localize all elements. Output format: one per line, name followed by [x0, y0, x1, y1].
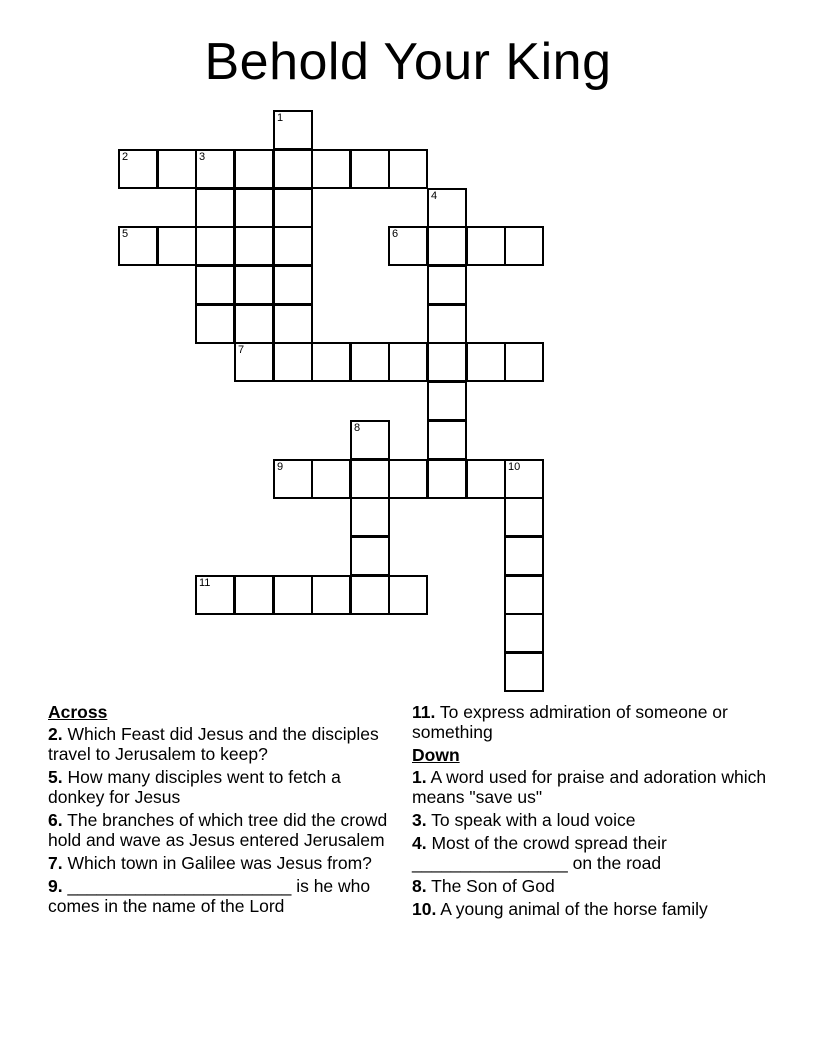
crossword-cell[interactable] — [195, 265, 235, 305]
clue-text: _______________________ is he who comes in the name of the Lord — [48, 876, 371, 916]
clue-number: 1. — [412, 767, 427, 787]
cell-number: 9 — [277, 461, 284, 473]
crossword-cell[interactable] — [427, 226, 467, 266]
crossword-cell[interactable] — [273, 149, 313, 189]
crossword-cell[interactable] — [234, 149, 274, 189]
clue-number: 10. — [412, 899, 437, 919]
crossword-cell[interactable] — [350, 536, 390, 576]
clue-number: 6. — [48, 810, 63, 830]
crossword-cell[interactable] — [234, 265, 274, 305]
cell-number: 1 — [277, 112, 284, 124]
crossword-cell[interactable] — [427, 420, 467, 460]
down-clue-10 — [412, 899, 772, 919]
clue-text: Most of the crowd spread their ________________ on the road — [412, 833, 667, 873]
crossword-cell[interactable] — [504, 226, 544, 266]
cell-number: 5 — [122, 228, 129, 240]
cell-number: 4 — [431, 190, 438, 202]
clue-text: A young animal of the horse family — [440, 899, 708, 919]
clue-text: To speak with a loud voice — [431, 810, 636, 830]
crossword-cell[interactable] — [234, 575, 274, 615]
down-clue-1 — [412, 767, 772, 807]
clues-column-right — [412, 702, 772, 922]
crossword-cell[interactable] — [504, 575, 544, 615]
crossword-cell[interactable] — [504, 459, 544, 499]
clue-number: 11. — [412, 702, 436, 722]
crossword-cell[interactable] — [118, 226, 158, 266]
clue-text: The branches of which tree did the crowd hold and wave as Jesus entered Jerusalem — [48, 810, 388, 850]
crossword-cell[interactable] — [350, 459, 390, 499]
crossword-cell[interactable] — [234, 342, 274, 382]
across-clue-11 — [412, 702, 772, 742]
clue-text: How many disciples went to fetch a donkey for Jesus — [48, 767, 341, 807]
crossword-cell[interactable] — [195, 188, 235, 228]
crossword-cell[interactable] — [427, 459, 467, 499]
crossword-cell[interactable] — [350, 342, 390, 382]
crossword-cell[interactable] — [504, 613, 544, 653]
down-clue-8 — [412, 876, 772, 896]
cell-number: 7 — [238, 344, 245, 356]
crossword-cell[interactable] — [311, 575, 351, 615]
crossword-cell[interactable] — [427, 342, 467, 382]
crossword-cell[interactable] — [195, 149, 235, 189]
crossword-cell[interactable] — [466, 459, 506, 499]
crossword-cell[interactable] — [350, 497, 390, 537]
across-heading: Across — [48, 702, 108, 722]
crossword-cell[interactable] — [388, 459, 428, 499]
crossword-cell[interactable] — [234, 188, 274, 228]
crossword-cell[interactable] — [157, 226, 197, 266]
crossword-cell[interactable] — [234, 226, 274, 266]
crossword-cell[interactable] — [388, 575, 428, 615]
crossword-cell[interactable] — [311, 149, 351, 189]
crossword-cell[interactable] — [466, 226, 506, 266]
clue-text: The Son of God — [431, 876, 555, 896]
clue-number: 3. — [412, 810, 427, 830]
crossword-cell[interactable] — [504, 342, 544, 382]
clue-text: Which town in Galilee was Jesus from? — [67, 853, 372, 873]
crossword-cell[interactable] — [427, 381, 467, 421]
crossword-cell[interactable] — [234, 304, 274, 344]
puzzle-title: Behold Your King — [204, 33, 612, 91]
cell-number: 8 — [354, 422, 361, 434]
cell-number: 10 — [508, 461, 521, 473]
crossword-cell[interactable] — [311, 459, 351, 499]
clue-text: To express admiration of someone or something — [412, 702, 728, 742]
crossword-cell[interactable] — [504, 536, 544, 576]
crossword-cell[interactable] — [273, 265, 313, 305]
crossword-cell[interactable] — [504, 497, 544, 537]
across-clue-9 — [48, 876, 398, 916]
across-clue-7 — [48, 853, 398, 873]
down-clue-3 — [412, 810, 772, 830]
across-clue-2 — [48, 724, 398, 764]
crossword-cell[interactable] — [273, 226, 313, 266]
crossword-cell[interactable] — [427, 265, 467, 305]
crossword-cell[interactable] — [504, 652, 544, 692]
clue-number: 5. — [48, 767, 63, 787]
cell-number: 2 — [122, 151, 129, 163]
clue-text: Which Feast did Jesus and the disciples travel to Jerusalem to keep? — [48, 724, 379, 764]
crossword-cell[interactable] — [273, 110, 313, 150]
clue-number: 2. — [48, 724, 63, 744]
down-clue-4 — [412, 833, 772, 873]
crossword-cell[interactable] — [195, 575, 235, 615]
across-clue-6 — [48, 810, 398, 850]
across-clue-5 — [48, 767, 398, 807]
crossword-cell[interactable] — [157, 149, 197, 189]
crossword-cell[interactable] — [388, 342, 428, 382]
crossword-cell[interactable] — [388, 226, 428, 266]
crossword-cell[interactable] — [427, 304, 467, 344]
crossword-cell[interactable] — [195, 226, 235, 266]
cell-number: 11 — [199, 577, 211, 589]
crossword-cell[interactable] — [388, 149, 428, 189]
crossword-cell[interactable] — [350, 575, 390, 615]
crossword-cell[interactable] — [350, 149, 390, 189]
crossword-cell[interactable] — [350, 420, 390, 460]
clue-number: 9. — [48, 876, 63, 896]
crossword-cell[interactable] — [195, 304, 235, 344]
clue-number: 8. — [412, 876, 427, 896]
clue-text: A word used for praise and adoration which means "save us" — [412, 767, 767, 807]
crossword-cell[interactable] — [273, 304, 313, 344]
crossword-cell[interactable] — [273, 459, 313, 499]
cell-number: 6 — [392, 228, 399, 240]
crossword-cell[interactable] — [273, 342, 313, 382]
crossword-cell[interactable] — [466, 342, 506, 382]
down-heading: Down — [412, 745, 460, 765]
crossword-cell[interactable] — [311, 342, 351, 382]
clues-column-left — [48, 702, 398, 919]
crossword-cell[interactable] — [273, 575, 313, 615]
cell-number: 3 — [199, 151, 206, 163]
crossword-cell[interactable] — [427, 188, 467, 228]
crossword-cell[interactable] — [273, 188, 313, 228]
crossword-cell[interactable] — [118, 149, 158, 189]
clue-number: 4. — [412, 833, 427, 853]
clue-number: 7. — [48, 853, 63, 873]
